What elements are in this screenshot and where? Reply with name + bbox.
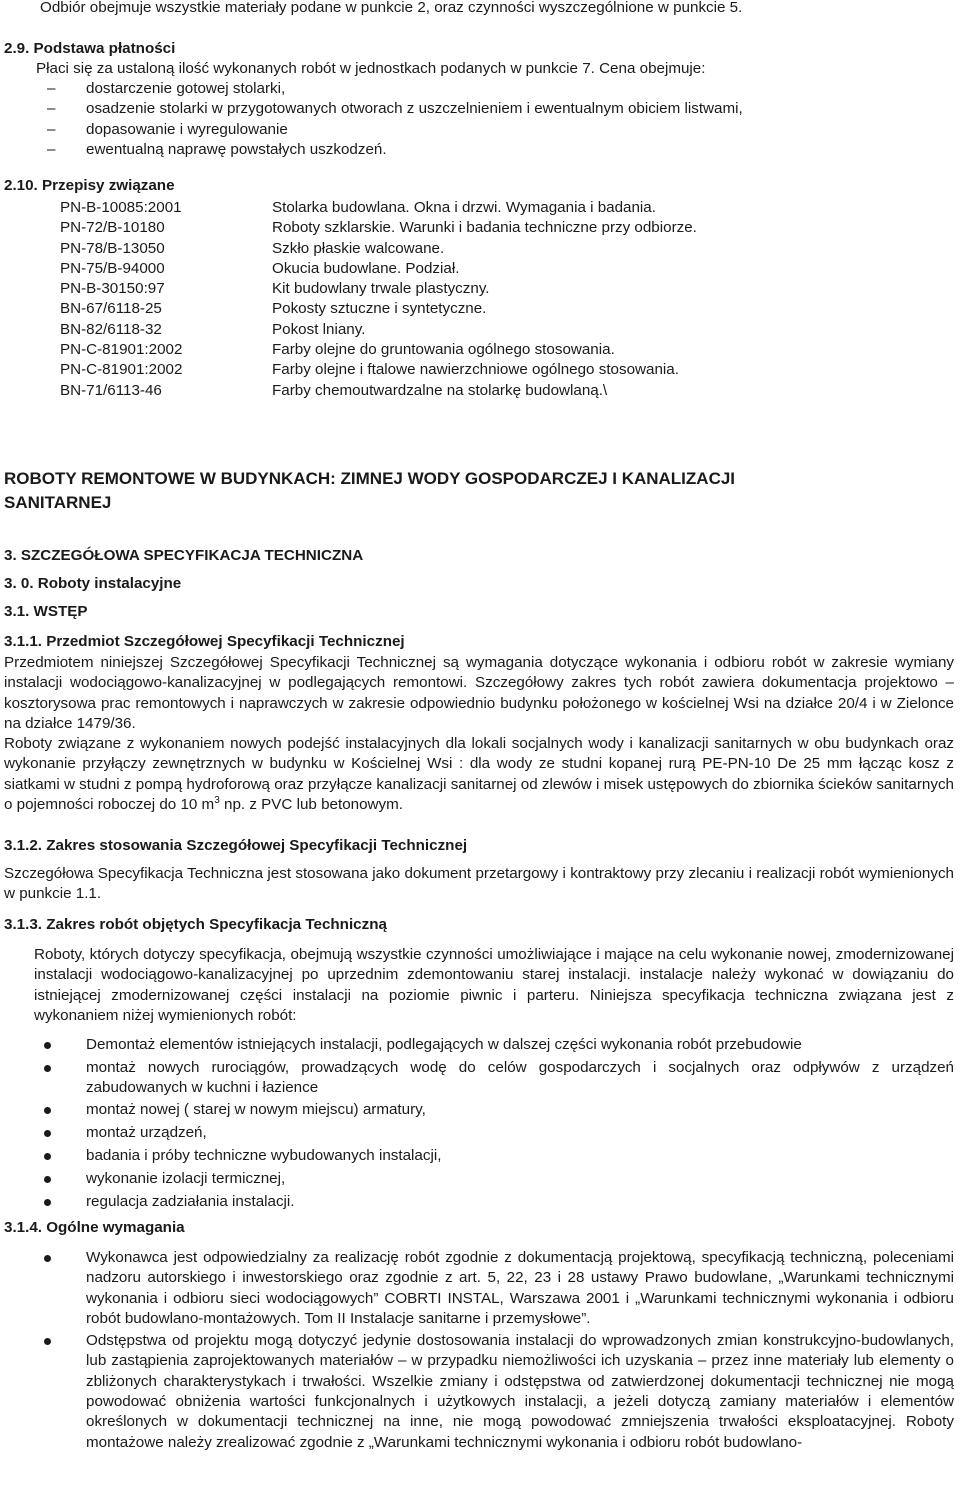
section-3-1-1-paragraph-2: Roboty związane z wykonaniem nowych podejść instalacyjnych dla lokali socjalnych wody i kanalizacji sanitarnych w obu budynkach oraz wykonanie przyłączy zewnętrznych w budynku w Kościelnej Wsi : dla wody ze studni kopanej rurą PE-PN-10 De 25 mm łącząc kosz z siatkami w studni z pompą hydroforową oraz przyłącze kanalizacji sanitarnej od zlewów i misek ustępowych do zbiornika ścieków sanitarnych o pojemności roboczej do 10 $m^3$ np. z PVC lub betonowym. bbox=[4, 735, 954, 813]
bullet-icon bbox=[44, 1176, 51, 1183]
section-2-9-heading: 2.9. Podstawa płatności bbox=[4, 40, 176, 57]
list-item: montaż nowej ( starej w nowym miejscu) armatury, bbox=[4, 1100, 954, 1120]
standard-desc: Farby olejne do gruntowania ogólnego stosowania. bbox=[272, 341, 615, 359]
section-3-1-2-paragraph: Szczegółowa Specyfikacja Techniczna jest stosowana jako dokument przetargowy i kontraktowy przy zlecaniu i realizacji robót wymienionych w punkcie 1.1. bbox=[4, 865, 954, 903]
standard-row bbox=[4, 239, 954, 259]
standard-row bbox=[4, 259, 954, 279]
bullet-icon bbox=[44, 1130, 51, 1137]
standard-code: BN-67/6118-25 bbox=[60, 300, 162, 318]
standard-code: PN-B-30150:97 bbox=[60, 280, 165, 298]
standard-code: PN-72/B-10180 bbox=[60, 219, 165, 237]
main-title-line-1: ROBOTY REMONTOWE W BUDYNKACH: ZIMNEJ WODY GOSPODARCZEJ I KANALIZACJI bbox=[4, 469, 736, 488]
bullet-icon bbox=[44, 1065, 51, 1072]
section-2-9-text: Płaci się za ustaloną ilość wykonanych robót w jednostkach podanych w punkcie 7. Cena obejmuje: bbox=[36, 60, 706, 77]
standard-row bbox=[4, 340, 954, 360]
section-3-1-4-heading: 3.1.4. Ogólne wymagania bbox=[4, 1219, 185, 1236]
section-3-1-3-paragraph: Roboty, których dotyczy specyfikacja, obejmują wszystkie czynności umożliwiające i mające na celu wykonanie nowej, zmodernizowanej instalacji wodociągowo-kanalizacyjnej po uprzednim zdemontowaniu starej instalacji. instalacje należy wykonać w dowiązaniu do istniejącej zmodernizowanej części instalacji na poziomie piwnic i parteru. Niniejsza specyfikacja techniczna związana jest z wykonaniem niżej wymienionych robót: bbox=[34, 946, 954, 1024]
standards-table bbox=[4, 198, 954, 401]
dash-marker: – bbox=[47, 120, 56, 138]
section-3-1-1-heading: 3.1.1. Przedmiot Szczegółowej Specyfikacji Technicznej bbox=[4, 633, 405, 650]
standard-code: PN-C-81901:2002 bbox=[60, 361, 183, 379]
list-item: montaż urządzeń, bbox=[4, 1123, 954, 1143]
bullet-icon bbox=[44, 1107, 51, 1114]
standard-row bbox=[4, 360, 954, 380]
section-2-10-heading: 2.10. Przepisy związane bbox=[4, 177, 175, 194]
dash-marker: – bbox=[47, 140, 56, 158]
standard-code: PN-78/B-13050 bbox=[60, 239, 165, 257]
standard-row bbox=[4, 299, 954, 319]
standard-desc: Farby olejne i ftalowe nawierzchniowe ogólnego stosowania. bbox=[272, 361, 679, 379]
section-3-1-4-list bbox=[4, 1248, 954, 1453]
bullet-icon bbox=[44, 1255, 51, 1262]
standard-row bbox=[4, 320, 954, 340]
list-item: montaż nowych rurociągów, prowadzących wodę do celów gospodarczych i socjalnych oraz odpływów z urządzeń zabudowanych w kuchni i łazience bbox=[4, 1058, 954, 1098]
list-item: – osadzenie stolarki w przygotowanych otworach z uszczelnieniem i ewentualnym obiciem listwami, bbox=[4, 99, 954, 119]
standard-code: PN-C-81901:2002 bbox=[60, 341, 183, 359]
dash-marker: – bbox=[47, 100, 56, 118]
list-item: Demontaż elementów istniejących instalacji, podlegających w dalszej części wykonania robót przebudowie bbox=[4, 1035, 954, 1055]
intro-line: Odbiór obejmuje wszystkie materiały podane w punkcie 2, oraz czynności wyszczególnione w punkcie 5. bbox=[40, 0, 743, 16]
list-item: – dostarczenie gotowej stolarki, bbox=[4, 79, 954, 99]
section-3-0-heading: 3. 0. Roboty instalacyjne bbox=[4, 575, 182, 592]
list-item: wykonanie izolacji termicznej, bbox=[4, 1169, 954, 1189]
standard-desc: Kit budowlany trwale plastyczny. bbox=[272, 280, 490, 298]
bullet-icon bbox=[44, 1042, 51, 1049]
section-3-1-3-heading: 3.1.3. Zakres robót objętych Specyfikacja Techniczną bbox=[4, 916, 387, 933]
section-3-1-heading: 3.1. WSTĘP bbox=[4, 603, 88, 620]
section-3-heading: 3. SZCZEGÓŁOWA SPECYFIKACJA TECHNICZNA bbox=[4, 547, 364, 564]
list-item: regulacja zadziałania instalacji. bbox=[4, 1192, 954, 1212]
standard-desc: Stolarka budowlana. Okna i drzwi. Wymagania i badania. bbox=[272, 199, 656, 216]
standard-code: PN-75/B-94000 bbox=[60, 259, 165, 277]
list-item: – dopasowanie i wyregulowanie bbox=[4, 120, 954, 140]
standard-desc: Farby chemoutwardzalne na stolarkę budowlaną.\ bbox=[272, 381, 608, 399]
superscript: 3 bbox=[214, 794, 220, 806]
standard-desc: Szkło płaskie walcowane. bbox=[272, 239, 445, 257]
dash-marker: – bbox=[47, 80, 56, 97]
standard-desc: Roboty szklarskie. Warunki i badania techniczne przy odbiorze. bbox=[272, 219, 697, 237]
bullet-icon bbox=[44, 1199, 51, 1206]
section-3-1-2-heading: 3.1.2. Zakres stosowania Szczegółowej Specyfikacji Technicznej bbox=[4, 837, 468, 854]
standard-code: BN-71/6113-46 bbox=[60, 381, 162, 399]
bullet-icon bbox=[44, 1153, 51, 1160]
standard-code: BN-82/6118-32 bbox=[60, 320, 162, 338]
standard-row bbox=[4, 198, 954, 218]
section-3-1-1-paragraph-1: Przedmiotem niniejszej Szczegółowej Specyfikacji Technicznej są wymagania dotyczące wykonania i odbioru robót w zakresie wymiany instalacji wodociągowo-kanalizacyjnej w podlegających remontowi. Szczegółowy zakres tych robót zawiera dokumentacja projektowo – kosztorysowa prac remontowych i naprawczych w zakresie odpowiednio budynku położonego w kościelnej Wsi na działce 20/4 i w Zielonce na działce 1479/36. bbox=[4, 654, 954, 732]
list-item: Odstępstwa od projektu mogą dotyczyć jedynie dostosowania instalacji do wprowadzonych zmian konstrukcyjno-budowlanych, lub zastąpienia zaprojektowanych materiałów – w przypadku niemożliwości ich uzyskania – przez inne materiały lub elementy o zbliżonych charakterystykach i trwałości. Wszelkie zmiany i odstępstwa od zatwierdzonej dokumentacji technicznej nie mogą powodować obniżenia wartości funkcjonalnych i użytkowych instalacji, a jeżeli dotyczą zamiany materiałów i elementów określonych w dokumentacji technicznej na inne, nie mogą powodować zmniejszenia trwałości eksploatacyjnej. Roboty montażowe należy zrealizować zgodnie z „Warunkami technicznymi wykonania i odbioru robót budowlano- bbox=[4, 1331, 954, 1453]
standard-row bbox=[4, 279, 954, 299]
bullet-icon bbox=[44, 1338, 51, 1345]
standard-row bbox=[4, 218, 954, 238]
standard-desc: Okucia budowlane. Podział. bbox=[272, 259, 460, 277]
standard-desc: Pokost lniany. bbox=[272, 320, 366, 338]
standard-desc: Pokosty sztuczne i syntetyczne. bbox=[272, 300, 487, 318]
section-3-1-3-list bbox=[4, 1035, 954, 1211]
list-item: – ewentualną naprawę powstałych uszkodzeń. bbox=[4, 140, 954, 160]
main-title-line-2: SANITARNEJ bbox=[4, 493, 112, 512]
list-item: Wykonawca jest odpowiedzialny za realizację robót zgodnie z dokumentacją projektową, specyfikacją techniczną, poleceniami nadzoru autorskiego i inwestorskiego oraz zgodnie z art. 5, 22, 23 i 28 ustawy Prawo budowlane, „Warunkami technicznymi wykonania i odbioru sieci wodociągowych” COBRTI INSTAL, Warszawa 2001 i „Warunkami technicznymi wykonania i odbioru robót budowlano-montażowych. Tom II Instalacje sanitarne i przemysłowe”. bbox=[4, 1248, 954, 1329]
list-item: badania i próby techniczne wybudowanych instalacji, bbox=[4, 1146, 954, 1166]
standard-row bbox=[4, 381, 954, 401]
standard-code: PN-B-10085:2001 bbox=[60, 199, 182, 216]
section-2-9-list bbox=[4, 79, 954, 160]
